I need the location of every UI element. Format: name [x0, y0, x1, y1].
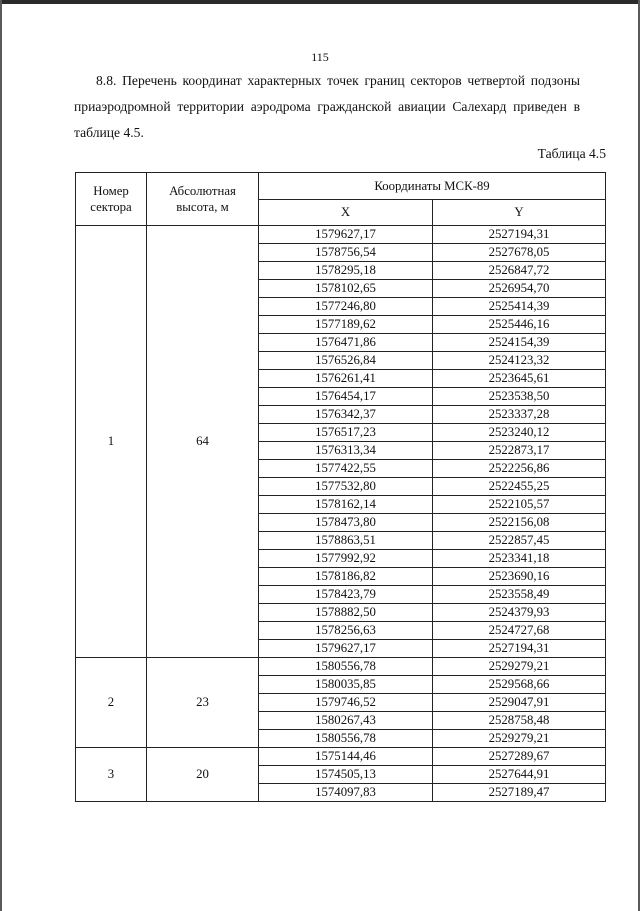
coordinates-table [75, 172, 606, 802]
x-coordinate-cell: 1576313,34 [259, 442, 433, 460]
x-coordinate-cell: 1580556,78 [259, 658, 433, 676]
y-coordinate-cell: 2524379,93 [433, 604, 606, 622]
x-coordinate-cell: 1580035,85 [259, 676, 433, 694]
x-coordinate-cell: 1578186,82 [259, 568, 433, 586]
y-coordinate-cell: 2529279,21 [433, 658, 606, 676]
y-coordinate-cell: 2527289,67 [433, 748, 606, 766]
x-coordinate-cell: 1576526,84 [259, 352, 433, 370]
x-coordinate-cell: 1577532,80 [259, 478, 433, 496]
header-altitude: Абсолютная высота, м [147, 173, 259, 226]
x-coordinate-cell: 1576471,86 [259, 334, 433, 352]
x-coordinate-cell: 1578102,65 [259, 280, 433, 298]
y-coordinate-cell: 2522857,45 [433, 532, 606, 550]
y-coordinate-cell: 2522105,57 [433, 496, 606, 514]
sector-number-cell: 2 [76, 658, 147, 748]
y-coordinate-cell: 2523341,18 [433, 550, 606, 568]
x-coordinate-cell: 1580267,43 [259, 712, 433, 730]
x-coordinate-cell: 1578256,63 [259, 622, 433, 640]
table-caption: Таблица 4.5 [537, 146, 606, 161]
y-coordinate-cell: 2523538,50 [433, 388, 606, 406]
y-coordinate-cell: 2522156,08 [433, 514, 606, 532]
x-coordinate-cell: 1575144,46 [259, 748, 433, 766]
sector-number-cell: 1 [76, 226, 147, 658]
y-coordinate-cell: 2526847,72 [433, 262, 606, 280]
y-coordinate-cell: 2523690,16 [433, 568, 606, 586]
x-coordinate-cell: 1577189,62 [259, 316, 433, 334]
x-coordinate-cell: 1578295,18 [259, 262, 433, 280]
y-coordinate-cell: 2522455,25 [433, 478, 606, 496]
header-coordinates: Координаты МСК-89 [259, 173, 606, 200]
x-coordinate-cell: 1578756,54 [259, 244, 433, 262]
x-coordinate-cell: 1576454,17 [259, 388, 433, 406]
y-coordinate-cell: 2527194,31 [433, 640, 606, 658]
table-row [76, 748, 606, 766]
x-coordinate-cell: 1579746,52 [259, 694, 433, 712]
table-row [76, 658, 606, 676]
y-coordinate-cell: 2525414,39 [433, 298, 606, 316]
table-body [76, 226, 606, 802]
y-coordinate-cell: 2522256,86 [433, 460, 606, 478]
y-coordinate-cell: 2527189,47 [433, 784, 606, 802]
x-coordinate-cell: 1574505,13 [259, 766, 433, 784]
header-y: Y [433, 200, 606, 226]
y-coordinate-cell: 2525446,16 [433, 316, 606, 334]
x-coordinate-cell: 1578423,79 [259, 586, 433, 604]
y-coordinate-cell: 2523240,12 [433, 424, 606, 442]
y-coordinate-cell: 2527644,91 [433, 766, 606, 784]
x-coordinate-cell: 1578162,14 [259, 496, 433, 514]
page-number: 115 [311, 50, 329, 64]
x-coordinate-cell: 1579627,17 [259, 640, 433, 658]
y-coordinate-cell: 2529568,66 [433, 676, 606, 694]
y-coordinate-cell: 2529047,91 [433, 694, 606, 712]
y-coordinate-cell: 2524123,32 [433, 352, 606, 370]
y-coordinate-cell: 2528758,48 [433, 712, 606, 730]
sector-number-cell: 3 [76, 748, 147, 802]
x-coordinate-cell: 1579627,17 [259, 226, 433, 244]
x-coordinate-cell: 1576342,37 [259, 406, 433, 424]
x-coordinate-cell: 1577246,80 [259, 298, 433, 316]
y-coordinate-cell: 2523558,49 [433, 586, 606, 604]
sector-altitude-cell: 64 [147, 226, 259, 658]
x-coordinate-cell: 1577422,55 [259, 460, 433, 478]
x-coordinate-cell: 1580556,78 [259, 730, 433, 748]
x-coordinate-cell: 1578473,80 [259, 514, 433, 532]
sector-altitude-cell: 20 [147, 748, 259, 802]
x-coordinate-cell: 1577992,92 [259, 550, 433, 568]
intro-paragraph: 8.8. Перечень координат характерных точек границ секторов четвертой подзоны приаэродромной территории аэродрома гражданской авиации Салехард приведен в таблице 4.5. [74, 73, 580, 140]
scan-edge-left [0, 0, 2, 911]
x-coordinate-cell: 1578882,50 [259, 604, 433, 622]
y-coordinate-cell: 2524727,68 [433, 622, 606, 640]
sector-altitude-cell: 23 [147, 658, 259, 748]
y-coordinate-cell: 2522873,17 [433, 442, 606, 460]
header-sector: Номер сектора [76, 173, 147, 226]
y-coordinate-cell: 2523337,28 [433, 406, 606, 424]
y-coordinate-cell: 2524154,39 [433, 334, 606, 352]
x-coordinate-cell: 1574097,83 [259, 784, 433, 802]
table-row [76, 226, 606, 244]
x-coordinate-cell: 1576261,41 [259, 370, 433, 388]
y-coordinate-cell: 2523645,61 [433, 370, 606, 388]
x-coordinate-cell: 1578863,51 [259, 532, 433, 550]
y-coordinate-cell: 2526954,70 [433, 280, 606, 298]
y-coordinate-cell: 2527194,31 [433, 226, 606, 244]
y-coordinate-cell: 2527678,05 [433, 244, 606, 262]
y-coordinate-cell: 2529279,21 [433, 730, 606, 748]
x-coordinate-cell: 1576517,23 [259, 424, 433, 442]
scan-edge-top [0, 0, 640, 4]
header-x: X [259, 200, 433, 226]
